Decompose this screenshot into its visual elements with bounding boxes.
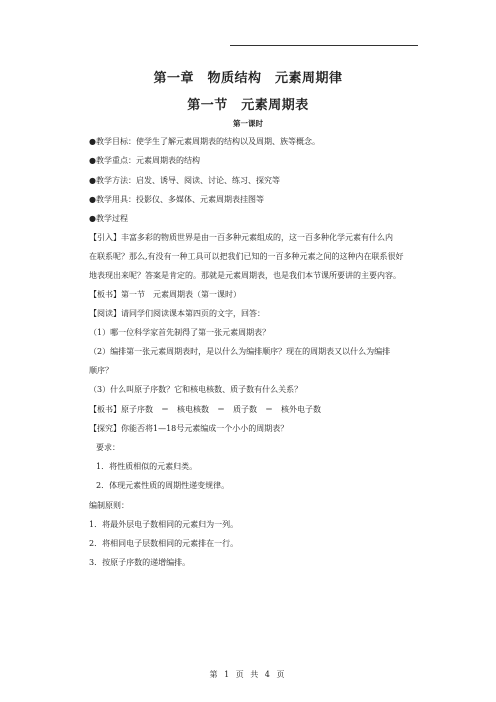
- page-footer: 第 1 页 共 4 页: [209, 670, 287, 679]
- intro-line: 在联系呢？那么,有没有一种工具可以把我们已知的一百多种元素之间的这种内在联系很好: [89, 252, 404, 261]
- goal-focus: ●教学重点：元素周期表的结构: [89, 156, 200, 165]
- intro-line: 【引入】丰富多彩的物质世界是由一百多种元素组成的，这一百多种化学元素有什么内: [89, 233, 393, 242]
- question-2: （2）编排第一张元素周期表时，是以什么为编排顺序？现在的周期表又以什么为编排: [89, 347, 391, 356]
- requirements-label: 要求：: [96, 443, 120, 452]
- header-rule: [230, 45, 418, 46]
- goal-tools: ●教学用具：投影仪、多媒体、元素周期表挂图等: [89, 195, 264, 204]
- reading-prompt: 【阅读】请同学们阅读课本第四页的文字，回答：: [89, 309, 265, 318]
- chapter-title: 第一章 物质结构 元素周期律: [153, 71, 343, 86]
- lesson-label: 第一课时: [233, 119, 263, 128]
- section-title: 第一节 元素周期表: [187, 98, 309, 113]
- question-3: （3）什么叫原子序数？它和核电核数、质子数有什么关系？: [89, 385, 303, 394]
- question-1: （1）哪一位科学家首先制得了第一张元素周期表？: [89, 328, 271, 337]
- goal-process: ●教学过程: [89, 214, 128, 223]
- question-2-cont: 顺序？: [89, 366, 113, 375]
- principle-item: 1．将最外层电子数相同的元素归为一列。: [89, 520, 239, 529]
- principle-item: 3．按原子序数的递增编排。: [89, 558, 191, 567]
- goal-method: ●教学方法：启发、诱导、阅读、讨论、练习、探究等: [89, 176, 280, 185]
- board-heading: 【板书】第一节 元素周期表（第一课时）: [89, 290, 241, 299]
- explore-prompt: 【探究】你能否将1—18号元素编成一个小小的周期表？: [89, 424, 289, 433]
- intro-line: 地表现出来呢？答案是肯定的。那就是元素周期表，也是我们本节课所要讲的主要内容。: [89, 271, 401, 280]
- requirement-item: 1．将性质相似的元素归类。: [96, 462, 198, 471]
- principle-item: 2．将相同电子层数相同的元素排在一行。: [89, 539, 239, 548]
- goal-objective: ●教学目标：使学生了解元素周期表的结构以及周期、族等概念。: [89, 137, 320, 146]
- requirement-item: 2．体现元素性质的周期性递变规律。: [96, 481, 230, 490]
- board-equation: 【板书】原子序数 ＝ 核电核数 ＝ 质子数 ＝ 核外电子数: [89, 405, 321, 414]
- principles-label: 编制原则：: [89, 501, 129, 510]
